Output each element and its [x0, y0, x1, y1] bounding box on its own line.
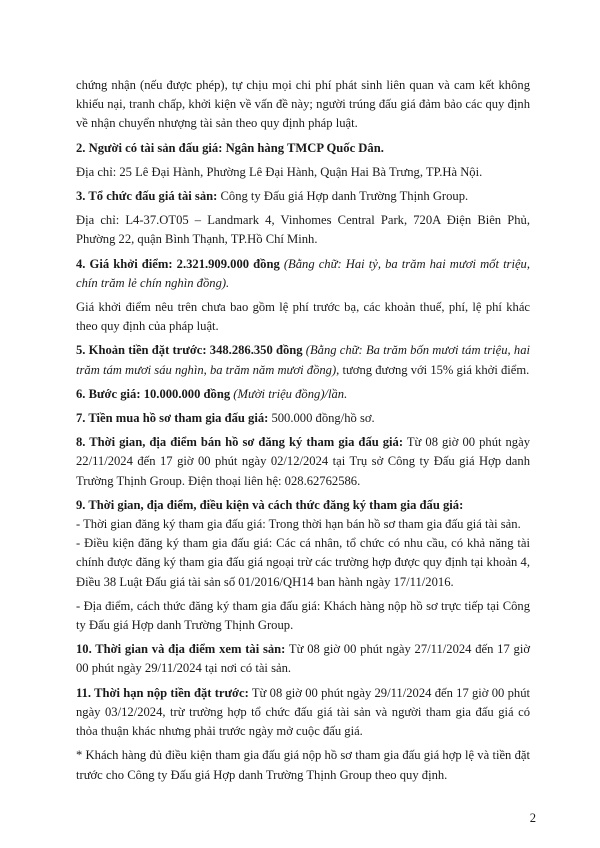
section-3-value: Công ty Đấu giá Hợp danh Trường Thịnh Group.: [217, 189, 469, 204]
section-5-title: 5. Khoản tiền đặt trước: 348.286.350 đồng: [76, 343, 303, 358]
section-4-note: Giá khởi điểm nêu trên chưa bao gồm lệ phí trước bạ, các khoản thuế, phí, lệ phí khác theo quy định của pháp luật.: [76, 300, 530, 334]
section-8-paragraph: [76, 433, 530, 491]
section-4-heading: [76, 255, 530, 293]
section-11-title: 11. Thời hạn nộp tiền đặt trước:: [76, 685, 249, 700]
section-5-tail: , tương đương với 15% giá khởi điểm.: [336, 362, 530, 377]
section-6-words: (Mười triệu đồng)/lần.: [230, 386, 348, 401]
page-number: 2: [529, 811, 536, 825]
section-8-value: Từ 08 giờ 00 phút ngày 22/11/2024 đến 17 giờ 00 phút ngày 02/12/2024 tại Trụ sở Công ty Đấu giá Hợp danh Trường Thịnh Group. Điện thoại liên hệ: 028.62762586.: [76, 435, 530, 488]
section-6-title: 6. Bước giá: 10.000.000 đồng: [76, 386, 231, 401]
section-9-bullet-3: - Địa điểm, cách thức đăng ký tham gia đấu giá: Khách hàng nộp hồ sơ trực tiếp tại Công ty Đấu giá Hợp danh Trường Thịnh Group.: [76, 598, 530, 633]
section-5-paragraph: [76, 341, 530, 379]
intro-paragraph: chứng nhận (nếu được phép), tự chịu mọi chi phí phát sinh liên quan và cam kết không khiếu nại, tranh chấp, khởi kiện về vấn đề này; người trúng đấu giá đảm bảo các quy định về nhận chuyển nhượng tài sản theo quy định pháp luật.: [76, 78, 530, 131]
section-10-value: Từ 08 giờ 00 phút ngày 27/11/2024 đến 17 giờ 00 phút ngày 29/11/2024 tại nơi có tài sản.: [76, 642, 530, 676]
section-6-paragraph: [76, 385, 530, 404]
section-8-title: 8. Thời gian, địa điểm bán hồ sơ đăng ký tham gia đấu giá:: [76, 435, 404, 450]
section-11-note: * Khách hàng đủ điều kiện tham gia đấu giá nộp hồ sơ tham gia đấu giá hợp lệ và tiền đặt trước cho Công ty Đấu giá Hợp danh Trường Thịnh Group theo quy định.: [76, 748, 530, 782]
section-10-title: 10. Thời gian và địa điểm xem tài sản:: [76, 642, 286, 657]
section-3-heading: [76, 187, 530, 206]
section-9-title: 9. Thời gian, địa điểm, điều kiện và cách thức đăng ký tham gia đấu giá:: [76, 497, 464, 512]
section-2-address: Địa chỉ: 25 Lê Đại Hành, Phường Lê Đại Hành, Quận Hai Bà Trưng, TP.Hà Nội.: [76, 164, 483, 179]
section-11-value: Từ 08 giờ 00 phút ngày 29/11/2024 đến 17 giờ 00 phút ngày 03/12/2024, trừ trường hợp tổ chức đấu giá tài sản và người tham gia đấu giá có thỏa thuận khác nhưng phải trước ngày mở cuộc đấu giá.: [76, 685, 530, 739]
section-4-title: 4. Giá khởi điểm: 2.321.909.000 đồng: [76, 256, 280, 271]
section-2-title: 2. Người có tài sản đấu giá: Ngân hàng TMCP Quốc Dân.: [76, 140, 384, 155]
section-9-bullet-1: - Thời gian đăng ký tham gia đấu giá: Trong thời hạn bán hồ sơ tham gia đấu giá tài sản.: [76, 517, 521, 532]
document-body: [76, 76, 530, 790]
section-3-address: Địa chỉ: L4-37.OT05 – Landmark 4, Vinhomes Central Park, 720A Điện Biên Phủ, Phường 22, quận Bình Thạnh, TP.Hồ Chí Minh.: [76, 213, 530, 247]
section-5-words: (Bằng chữ: Ba trăm bốn mươi tám triệu, hai trăm tám mươi sáu nghìn, ba trăm năm mươi đồng): [76, 343, 530, 377]
section-7-value: 500.000 đồng/hồ sơ.: [268, 411, 375, 426]
section-9-bullet-2: - Điều kiện đăng ký tham gia đấu giá: Các cá nhân, tổ chức có nhu cầu, có khả năng tài chính được đăng ký tham gia đấu giá ngoại trừ các trường hợp được quy định tại khoản 4, Điều 38 Luật Đấu giá tài sản số 01/2016/QH14 ban hành ngày 17/11/2016.: [76, 536, 530, 589]
section-9-heading: [76, 496, 530, 515]
section-10-paragraph: [76, 640, 530, 678]
section-3-title: 3. Tổ chức đấu giá tài sản:: [76, 189, 218, 204]
section-2-heading: [76, 139, 530, 158]
section-11-paragraph: [76, 684, 530, 742]
section-7-paragraph: [76, 409, 530, 428]
section-7-title: 7. Tiền mua hồ sơ tham gia đấu giá:: [76, 411, 269, 426]
section-4-words: (Bằng chữ: Hai tỷ, ba trăm hai mươi mốt triệu, chín trăm lẻ chín nghìn đồng).: [76, 256, 530, 290]
